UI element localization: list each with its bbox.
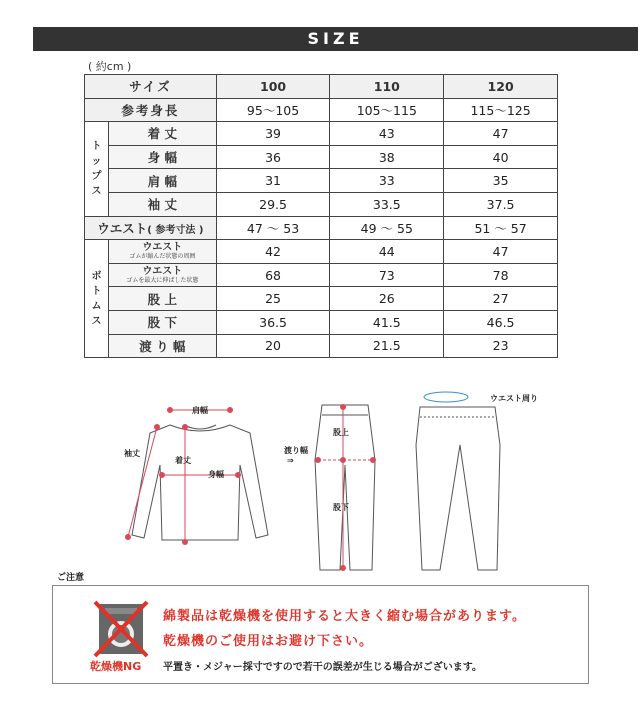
notes-title: ご注意 (57, 573, 85, 583)
table-cell: 29.5 (216, 192, 330, 216)
garment-illustration (100, 385, 580, 575)
table-cell: 49 ～ 55 (330, 216, 444, 240)
tops-group-label: ト ッ プ ス (85, 122, 109, 216)
table-cell: 33.5 (330, 192, 444, 216)
table-cell: 68 (216, 263, 330, 287)
bottoms-group-label: ボ ト ム ス (85, 240, 109, 358)
shirt-drawing (132, 425, 268, 540)
table-cell: 40 (444, 145, 558, 169)
table-cell: 31 (216, 169, 330, 193)
table-cell: 44 (330, 240, 444, 264)
table-cell: 36.5 (216, 310, 330, 334)
table-row (85, 310, 558, 334)
row-label: 着 丈 (108, 122, 216, 146)
height-row-label: 参考身長 (85, 98, 217, 122)
table-cell: 115～125 (444, 98, 558, 122)
pants-front-drawing (416, 407, 500, 570)
row-label-sub: ゴムが縮んだ状態の周囲 (129, 253, 196, 261)
row-label-main: ウエスト (142, 266, 183, 278)
body-width-label: 身幅 (208, 470, 224, 479)
table-row (85, 216, 558, 240)
table-cell: 43 (330, 122, 444, 146)
size-col: 110 (330, 75, 444, 99)
inseam-label: 股下 (333, 503, 349, 512)
row-label (108, 263, 216, 287)
table-row (85, 98, 558, 122)
table-cell: 47 ～ 53 (216, 216, 330, 240)
table-cell: 105～115 (330, 98, 444, 122)
warning-line-2: 乾燥機のご使用はお避け下さい。 (163, 634, 374, 649)
row-label (108, 240, 216, 264)
row-label-sub: ゴムを最大に伸ばした状態 (126, 277, 199, 285)
row-label: 身 幅 (108, 145, 216, 169)
table-row (85, 145, 558, 169)
table-cell: 46.5 (444, 310, 558, 334)
warning-line-1: 綿製品は乾燥機を使用すると大きく縮む場合があります。 (163, 609, 526, 624)
row-label: 股 上 (108, 287, 216, 311)
table-cell: 47 (444, 122, 558, 146)
unit-note: ( 約cm ) (88, 60, 132, 73)
row-label-main: ウエスト (142, 242, 183, 254)
table-cell: 36 (216, 145, 330, 169)
page-title: SIZE (33, 27, 638, 51)
row-label: 肩 幅 (108, 169, 216, 193)
row-label: 袖 丈 (108, 192, 216, 216)
table-header-row (85, 75, 558, 99)
table-cell: 25 (216, 287, 330, 311)
waist-around-indicator (424, 392, 468, 402)
table-cell: 35 (444, 169, 558, 193)
table-cell: 21.5 (330, 334, 444, 358)
row-label: 股 下 (108, 310, 216, 334)
table-cell: 27 (444, 287, 558, 311)
shoulder-label: 肩幅 (192, 406, 208, 415)
table-cell: 41.5 (330, 310, 444, 334)
table-cell: 23 (444, 334, 558, 358)
table-cell: 95～105 (216, 98, 330, 122)
warning-line-3: 平置き・メジャー採寸ですので若干の誤差が生じる場合がございます。 (163, 662, 482, 673)
table-cell: 73 (330, 263, 444, 287)
size-col: 120 (444, 75, 558, 99)
notes-box (52, 585, 589, 684)
table-row (85, 192, 558, 216)
table-row (85, 169, 558, 193)
table-cell: 33 (330, 169, 444, 193)
size-header-label: サイズ (85, 75, 217, 99)
table-cell: 39 (216, 122, 330, 146)
table-cell: 37.5 (444, 192, 558, 216)
size-col: 100 (216, 75, 330, 99)
table-cell: 38 (330, 145, 444, 169)
thigh-label: 渡り幅 (284, 446, 308, 455)
no-dryer-icon (91, 598, 151, 660)
measurement-diagram (100, 385, 580, 575)
table-cell: 20 (216, 334, 330, 358)
length-label: 着丈 (175, 456, 191, 465)
waist-note: ( 参考寸法 ) (147, 224, 204, 236)
table-row (85, 334, 558, 358)
table-cell: 42 (216, 240, 330, 264)
waist-label: ウエスト (97, 220, 148, 236)
sleeve-label: 袖丈 (124, 449, 140, 458)
table-row (85, 240, 558, 264)
row-label: 渡 り 幅 (108, 334, 216, 358)
table-row (85, 287, 558, 311)
arrow-icon: ⇒ (287, 456, 294, 465)
table-cell: 78 (444, 263, 558, 287)
waist-row-label (85, 216, 217, 240)
table-cell: 47 (444, 240, 558, 264)
waist-around-label: ウエスト周り (490, 394, 538, 403)
table-cell: 26 (330, 287, 444, 311)
size-table (84, 74, 558, 358)
table-row (85, 122, 558, 146)
rise-label: 股上 (333, 428, 349, 437)
dryer-ng-label: 乾燥機NG (90, 660, 142, 673)
table-row (85, 263, 558, 287)
table-cell: 51 ～ 57 (444, 216, 558, 240)
